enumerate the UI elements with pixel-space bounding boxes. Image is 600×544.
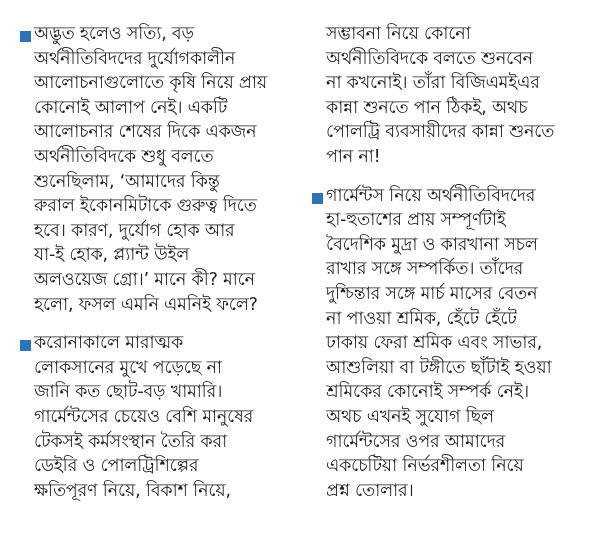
square-bullet-icon	[312, 193, 323, 204]
text-line: টেকসই কর্মসংস্থান তৈরি করা	[34, 431, 227, 452]
text-line: একচেটিয়া নির্ভরশীলতা নিয়ে	[326, 456, 524, 477]
text-line: আশুলিয়া বা টঙ্গীতে ছাঁটাই হওয়া	[326, 357, 552, 378]
text-line: যা-ই হোক, প্ল্যান্ট উইল	[34, 245, 190, 266]
text-line: গার্মেন্টসের চেয়েও বেশি মানুষের	[34, 406, 254, 427]
paragraph-garments	[312, 184, 590, 504]
text-line: কোনোই আলাপ নেই। একটি	[34, 97, 228, 118]
text-line: পান না!	[326, 146, 381, 167]
square-bullet-icon	[20, 31, 31, 42]
text-line: রুরাল ইকোনমিটাকে গুরুত্ব দিতে	[34, 196, 257, 217]
text-line: হা-হুতাশের প্রায় সম্পূর্ণটাই	[326, 210, 506, 231]
text-line: বৈদেশিক মুদ্রা ও কারখানা সচল	[326, 234, 538, 255]
text-line: লোকসানের মুখে পড়েছে না	[34, 357, 222, 378]
text-line: অর্থনীতিবিদকে বলতে শুনবেন	[326, 48, 533, 69]
text-line: ঢাকায় ফেরা শ্রমিক এবং সাভার,	[326, 333, 543, 354]
paragraph-continuation	[312, 22, 590, 170]
right-column	[312, 22, 590, 503]
text-line: রাখার সঙ্গে সম্পর্কিত। তাঁদের	[326, 259, 524, 280]
text-line: অলওয়েজ গ্রো।’ মানে কী? মানে	[34, 269, 255, 290]
left-column	[20, 22, 292, 503]
text-line: অর্থনীতিবিদদের দুর্যোগকালীন	[34, 48, 236, 69]
text-line: অর্থনীতিবিদকে শুধু বলতে	[34, 146, 214, 167]
text-line: কান্না শুনতে পান ঠিকই, অথচ	[326, 97, 528, 118]
text-line: করোনাকালে মারাত্মক	[34, 333, 184, 354]
text-line: পোলট্রি ব্যবসায়ীদের কান্না শুনতে	[326, 122, 555, 143]
text-line: না পাওয়া শ্রমিক, হেঁটে হেঁটে	[326, 308, 517, 329]
text-line: জানি কত ছোট-বড় খামারি।	[34, 382, 223, 403]
text-line: হবে। কারণ, দুর্যোগ হোক আর	[34, 220, 235, 241]
text-line: গার্মেন্টসের ওপর আমাদের	[326, 431, 506, 452]
text-line: অথচ এখনই সুযোগ ছিল	[326, 406, 494, 427]
paragraph-agriculture	[20, 22, 292, 317]
text-line: সম্ভাবনা নিয়ে কোনো	[326, 24, 471, 44]
text-line: হলো, ফসল এমনি এমনিই ফলে?	[34, 294, 258, 315]
text-line: গার্মেন্টস নিয়ে অর্থনীতিবিদদের	[326, 185, 536, 206]
text-line: শ্রমিকের কোনোই সম্পর্ক নেই।	[326, 382, 529, 403]
text-line: ডেইরি ও পোলট্রিশিল্পের	[34, 456, 199, 477]
text-line: ক্ষতিপূরণ নিয়ে, বিকাশ নিয়ে,	[34, 480, 231, 501]
text-line: না কখনোই। তাঁরা বিজিএমইএর	[326, 73, 540, 94]
text-line: দুশ্চিন্তার সঙ্গে মার্চ মাসের বেতন	[326, 283, 538, 304]
paragraph-farmers-losses	[20, 331, 292, 503]
square-bullet-icon	[20, 340, 31, 351]
text-line: প্রশ্ন তোলার।	[326, 480, 414, 501]
text-line: অদ্ভুত হলেও সত্যি, বড়	[34, 24, 194, 44]
text-line: আলোচনাগুলোতে কৃষি নিয়ে প্রায়	[34, 73, 267, 94]
text-line: আলোচনার শেষের দিকে একজন	[34, 122, 257, 143]
text-line: শুনেছিলাম, ‘আমাদের কিন্তু	[34, 171, 220, 192]
